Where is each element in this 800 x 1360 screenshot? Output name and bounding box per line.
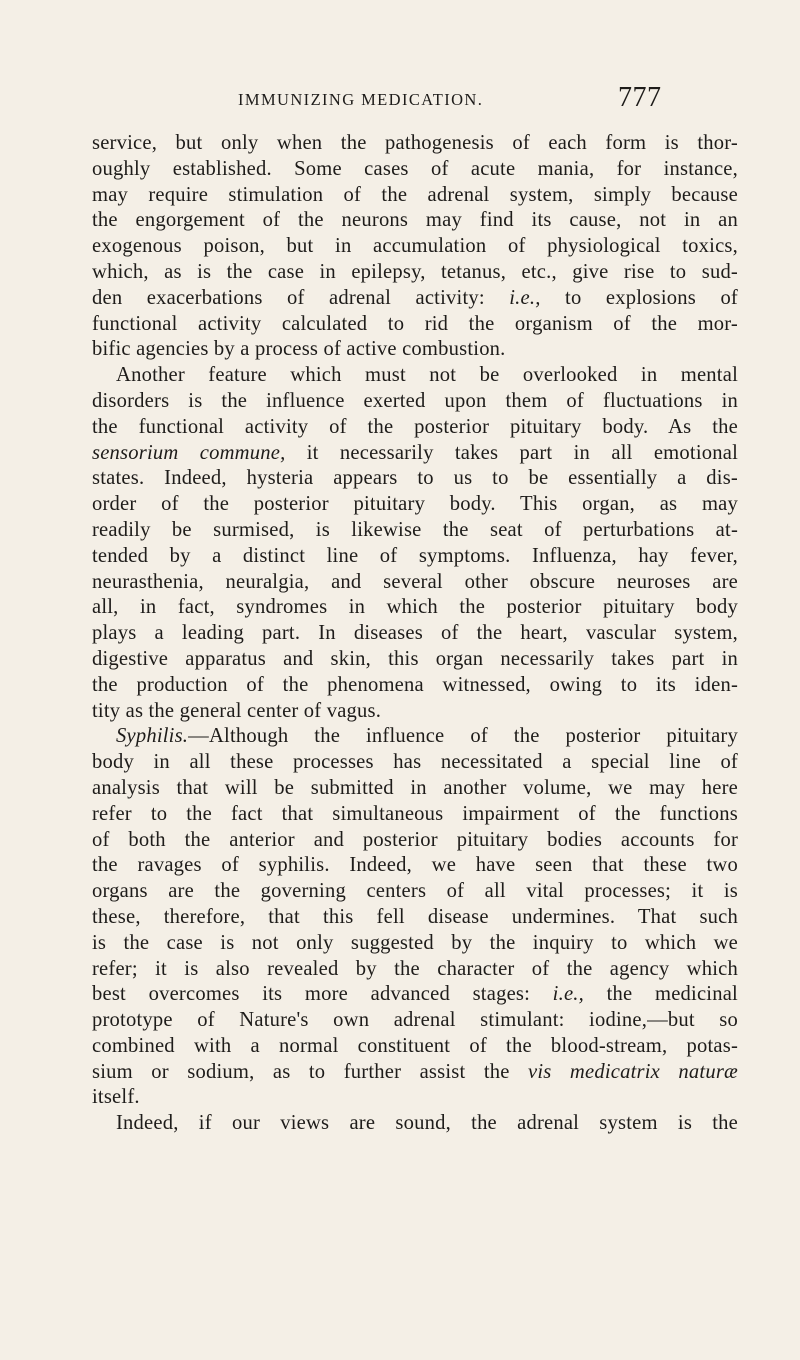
body-text xyxy=(92,131,738,1137)
text-line: body in all these processes has necessitated a special line of xyxy=(92,751,738,774)
text-line: combined with a normal constituent of the blood-stream, potas- xyxy=(92,1034,738,1057)
text-line: tity as the general center of vagus. xyxy=(92,699,382,722)
text-line: order of the posterior pituitary body. This organ, as may xyxy=(92,493,738,516)
text-line: sensorium commune, it necessarily takes part in all emotional xyxy=(92,441,738,464)
text-line: functional activity calculated to rid the organism of the mor- xyxy=(92,312,738,335)
text-line: service, but only when the pathogenesis of each form is thor- xyxy=(92,132,738,154)
text-line: all, in fact, syndromes in which the posterior pituitary body xyxy=(92,596,738,619)
text-line: these, therefore, that this fell disease undermines. That such xyxy=(92,905,738,928)
text-line: oughly established. Some cases of acute mania, for instance, xyxy=(92,157,738,180)
italic-phrase: sensorium commune, xyxy=(92,441,286,464)
italic-phrase: i.e., xyxy=(552,983,584,1006)
text-line: refer; it is also revealed by the character of the agency which xyxy=(92,957,738,980)
text-line: readily be surmised, is likewise the seat of perturbations at- xyxy=(92,518,738,541)
text-line: digestive apparatus and skin, this organ necessarily takes part in xyxy=(92,647,738,670)
text-line: is the case is not only suggested by the inquiry to which we xyxy=(92,931,738,954)
text-line: of both the anterior and posterior pituitary bodies accounts for xyxy=(92,828,738,851)
text-line: analysis that will be submitted in another volume, we may here xyxy=(92,776,738,799)
text-line: neurasthenia, neuralgia, and several other obscure neuroses are xyxy=(92,570,738,593)
text-line: states. Indeed, hysteria appears to us to be essentially a dis- xyxy=(92,467,738,490)
text-line: organs are the governing centers of all vital processes; it is xyxy=(92,880,738,903)
running-head xyxy=(0,82,800,118)
text-line: disorders is the influence exerted upon them of fluctuations in xyxy=(92,389,738,412)
text-line: bific agencies by a process of active combustion. xyxy=(92,338,506,361)
text-line: den exacerbations of adrenal activity: i.e., to explosions of xyxy=(92,286,738,309)
text-line: tended by a distinct line of symptoms. Influenza, hay fever, xyxy=(92,544,738,567)
italic-phrase: i.e., xyxy=(509,286,541,309)
text-line: the engorgement of the neurons may find its cause, not in an xyxy=(92,209,738,232)
paragraph-start-line: Syphilis.—Although the influence of the posterior pituitary xyxy=(116,725,738,748)
italic-phrase: vis medicatrix naturæ xyxy=(528,1060,738,1083)
text-line: refer to the fact that simultaneous impairment of the functions xyxy=(92,802,738,825)
text-line: the functional activity of the posterior pituitary body. As the xyxy=(92,415,738,438)
text-line: which, as is the case in epilepsy, tetanus, etc., give rise to sud- xyxy=(92,260,738,283)
text-line: itself. xyxy=(92,1086,140,1109)
text-line: may require stimulation of the adrenal system, simply because xyxy=(92,183,738,206)
page-number: 777 xyxy=(618,82,662,113)
text-line: plays a leading part. In diseases of the heart, vascular system, xyxy=(92,622,738,645)
italic-phrase: Syphilis. xyxy=(116,725,189,748)
paragraph-start-line: Indeed, if our views are sound, the adrenal system is the xyxy=(116,1112,738,1135)
text-line: sium or sodium, as to further assist the vis medicatrix naturæ xyxy=(92,1060,738,1083)
paragraph-start-line: Another feature which must not be overlooked in mental xyxy=(116,364,738,387)
text-line: exogenous poison, but in accumulation of physiological toxics, xyxy=(92,235,738,258)
text-line: prototype of Nature's own adrenal stimulant: iodine,—but so xyxy=(92,1009,738,1032)
text-line: best overcomes its more advanced stages: i.e., the medicinal xyxy=(92,983,738,1006)
text-line: the production of the phenomena witnessed, owing to its iden- xyxy=(92,673,738,696)
text-line: the ravages of syphilis. Indeed, we have seen that these two xyxy=(92,854,738,877)
running-head-title: IMMUNIZING MEDICATION. xyxy=(238,90,484,109)
